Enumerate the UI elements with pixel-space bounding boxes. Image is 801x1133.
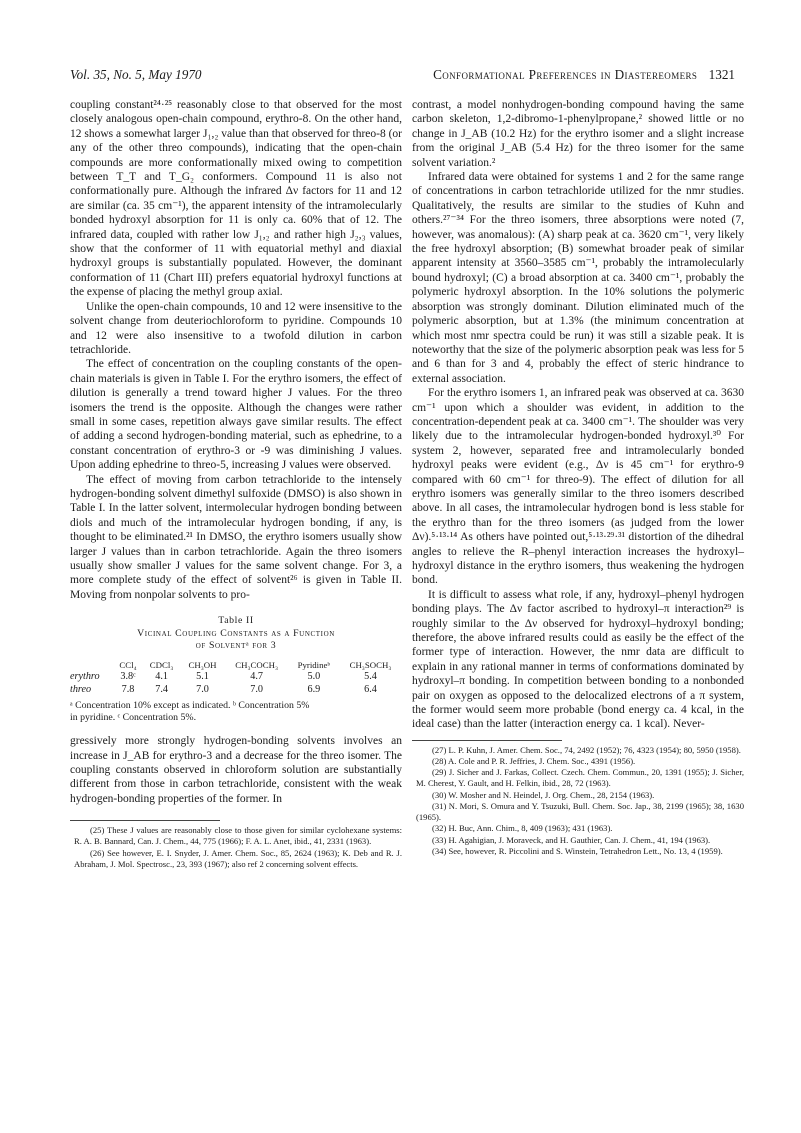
footnote: (28) A. Cole and P. R. Jeffries, J. Chem. Soc., 4391 (1956). — [432, 756, 636, 767]
paragraph: Unlike the open-chain compounds, 10 and 12 were insensitive to the solvent change from deuteriochloroform to pyridine. Compounds 10 and 12 were also insensitive to a twofold dilution in carbon tetrachloride. — [70, 300, 402, 356]
table-caption-line-1: Vicinal Coupling Constants as a Function — [137, 627, 335, 639]
footnote: (32) H. Buc, Ann. Chim., 8, 409 (1963); 431 (1963). — [432, 823, 613, 834]
footnote: (30) W. Mosher and N. Heindel, J. Org. Chem., 28, 2154 (1963). — [432, 789, 655, 800]
footnote-divider — [412, 740, 562, 741]
table-header-cell — [70, 659, 113, 672]
right-column — [412, 98, 744, 857]
table-cell: 5.1 — [196, 671, 209, 683]
table-cell: 7.8 — [121, 683, 135, 695]
running-header — [70, 67, 735, 85]
paragraph: The effect of moving from carbon tetrachloride to the intensely hydrogen-bonding solvent dimethyl sulfoxide (DMSO) is also shown in Table I. In the latter solvent, intermolecular hydrogen bonding between diols and much of the intramolecular hydrogen bonding, if any, is thought to be eliminated.²¹ In DMSO, the erythro isomers usually show larger J values than in carbon tetrachloride. Again the threo isomers usually show smaller J values for the same solvent change. For 3, a more complete study of the effect of solvent²⁶ is given in Table II. Moving from nonpolar solvents to pro- — [70, 473, 402, 601]
header-right — [433, 67, 735, 83]
table-row — [70, 684, 402, 697]
footnote: (25) These J values are reasonably close to those given for similar cyclohexane systems: R. A. B. Bannard, Can. J. Chem., 44, 775 (1966); F. A. L. Anet, ibid., 41, 2331 (1963). — [74, 825, 402, 847]
table-header-cell: CH₃OH — [188, 659, 217, 670]
table-cell: 6.9 — [307, 683, 321, 695]
table-cell: 6.4 — [364, 683, 377, 695]
table-cell: 3.8ᶜ — [120, 671, 136, 683]
footnote-divider — [70, 820, 220, 821]
table-note: in pyridine. ᶜ Concentration 5%. — [70, 712, 197, 724]
paragraph: coupling constant²⁴·²⁵ reasonably close to that observed for the most closely analogous open-chain compound, erythro-8. On the other hand, 12 shows a somewhat larger J₁,₂ value than that observed for threo-8 (or any of the other threo compounds), indicating that the open-chain compounds are more conformationally mixed owing to competition between T_T and T_G₂ conformers. Compound 11 is also not conformationally pure. Although the infrared Δν factors for 11 and 12 are similar (ca. 35 cm⁻¹), the apparent intensity of the intramolecularly bonded hydroxyl absorption for 11 is only ca. 60% that of 12. The infrared data, coupled with rather low J₁,₂ and rather high J₂,₃ values, show that the conformer of 11 with equatorial methyl and diaxial hydroxyl groups is substantially populated. However, the dominant conformation of 11 (Chart III) prefers equatorial hydroxyl functions at the expense of placing the methyl group axial. — [70, 99, 402, 299]
table-cell: 7.0 — [196, 683, 209, 695]
footnote: (29) J. Sicher and J. Farkas, Collect. Czech. Chem. Commun., 20, 1391 (1955); J. Sicher, M. Cherest, Y. Gault, and H. Felkin, ibid., 28, 72 (1963). — [416, 767, 744, 789]
table-ii — [70, 615, 402, 724]
table-title: Table II — [218, 615, 254, 627]
footnote: (31) N. Mori, S. Omura and Y. Tsuzuki, Bull. Chem. Soc. Jap., 38, 2199 (1965); 38, 1630 (1965). — [416, 800, 744, 823]
row-label: erythro — [70, 671, 100, 683]
paragraph: It is difficult to assess what role, if any, hydroxyl–phenyl hydrogen bonding plays. The Δν factor ascribed to hydroxyl–π interaction²⁹ is roughly similar to the Δν observed for hydroxyl–hydroxyl bonding; therefore, the above infrared results could as easily be the effect of the former type of interaction. However, the nmr data are difficult to explain in any rational manner in terms of conformations dominated by hydroxyl–π bonding. In competition between bonding to a nonbonded pair on oxygen as opposed to the delocalized electrons of a π system, the former would seem more probable (bond energy ca. 4 kcal, in the ideal case) than the latter (interaction energy ca. 1 kcal). Never- — [412, 588, 744, 731]
table-header-cell: CH₃COCH₃ — [235, 659, 279, 670]
footnotes — [412, 740, 744, 857]
paragraph: For the erythro isomers 1, an infrared peak was observed at ca. 3630 cm⁻¹ upon which a shoulder was evident, in addition to the concentration-dependent peak at ca. 3400 cm⁻¹. The shoulder was very likely due to the intramolecular hydrogen-bonded hydroxyl.³⁰ For system 2, however, separated free and intramolecularly bonded hydroxyl peaks were evident (e.g., Δν is 45 cm⁻¹ for erythro-9 compared with 60 cm⁻¹ for threo-9). The effect of dilution for all erythro isomers was generally similar to the threo isomers described above. In all cases, the intramolecular hydrogen bond is less stable for the erythro than for the threo isomers (as judged from the lower Δν).⁵·¹³·¹⁴ As others have pointed out,⁵·¹³·²⁹·³¹ distortion of the dihedral angles to relieve the R–phenyl interaction increases the hydroxyl–hydroxyl distance in the erythro isomers, thus weakening the hydrogen bond. — [412, 387, 744, 587]
footnote: (26) See however, E. I. Snyder, J. Amer. Chem. Soc., 85, 2624 (1963); K. Deb and R. J. Abraham, J. Mol. Spectrosc., 23, 393 (1967); also ref 2 concerning solvent effects. — [74, 847, 402, 869]
table-header-cell: CH₃SOCH₃ — [349, 659, 392, 670]
table-caption-line-2: of Solventᵃ for 3 — [195, 640, 277, 652]
table-cell: 7.4 — [155, 683, 168, 695]
paragraph: contrast, a model nonhydrogen-bonding compound having the same carbon skeleton, 1,2-dibromo-1-phenylpropane,² showed little or no change in J_AB (10.2 Hz) for the erythro isomer and a slight increase from the original J_AB (5.4 Hz) for the threo isomer for the same solvent variation.² — [412, 99, 744, 169]
table-header-row — [70, 659, 402, 672]
paragraph: The effect of concentration on the coupling constants of the open-chain materials is given in Table I. For the erythro isomers, the effect of dilution is generally a trend toward higher J values. For the threo isomers the trend is the opposite. Although the changes were rather small in some cases, repetition always gave similar results. The effect of adding a second hydrogen-bonding material, such as ephedrine, to a constant concentration of erythro-3 or -9 was diminishing J values. Upon adding ephedrine to threo-5, increasing J values were observed. — [70, 358, 402, 472]
footnote: (34) See, however, R. Piccolini and S. Winstein, Tetrahedron Lett., No. 13, 4 (1959). — [432, 845, 723, 856]
table-cell: 7.0 — [250, 683, 263, 695]
table-header-cell: Pyridineᵇ — [297, 659, 331, 670]
journal-citation: Vol. 35, No. 5, May 1970 — [70, 67, 202, 82]
footnotes — [70, 820, 402, 870]
table-header-cell: CCl₄ — [119, 659, 137, 670]
table-row — [70, 671, 402, 684]
paragraph: gressively more strongly hydrogen-bonding solvents involves an increase in J_AB for erythro-3 and a decrease for the threo isomer. The coupling constants observed in chloroform solution are substantially different from those in carbon tetrachloride, consistent with the weak hydrogen-bonding properties of the former. In — [70, 735, 402, 805]
table-cell: 4.7 — [250, 671, 263, 683]
left-column — [70, 98, 402, 870]
table-note: ᵃ Concentration 10% except as indicated. ᵇ Concentration 5% — [70, 700, 310, 712]
table-header-cell: CDCl₃ — [149, 659, 174, 670]
table-cell: 5.4 — [364, 671, 377, 683]
page-number: 1321 — [708, 67, 735, 82]
running-title: Conformational Preferences in Diastereomers — [433, 67, 698, 82]
table-cell: 4.1 — [155, 671, 168, 683]
footnote: (33) H. Agahigian, J. Moraveck, and H. Gauthier, Can. J. Chem., 41, 194 (1963). — [432, 834, 711, 845]
footnote: (27) L. P. Kuhn, J. Amer. Chem. Soc., 74, 2492 (1952); 76, 4323 (1954); 80, 5950 (1958). — [432, 744, 741, 755]
table-cell: 5.0 — [307, 671, 321, 683]
coupling-constant-table — [70, 659, 402, 697]
row-label: threo — [70, 683, 92, 695]
paragraph: Infrared data were obtained for systems 1 and 2 for the same range of concentrations in carbon tetrachloride utilized for the nmr studies. Qualitatively, the results are similar to the studies of Kuhn and others.²⁷⁻³⁴ For the threo isomers, three absorptions were noted (7, however, was anomalous): (A) sharp peak at ca. 3620 cm⁻¹, very likely the free hydroxyl absorption; (B) somewhat broader peak of similar apparent intensity at 3560–3585 cm⁻¹, probably the intramolecularly bound hydroxyl; (C) a broad absorption at ca. 3400 cm⁻¹, probably the polymeric hydroxyl absorption. In the 10% solutions the polymeric absorption was strongly dominant. Dilution eliminated much of the polymeric absorption, but at 1.3% (the minimum concentration at which most nmr spectra could be run) it was still a sizable peak. It is noteworthy that the size of the polymeric absorption peak was less for 5 and 6 than for 3 and 4, probably the effect of steric hindrance to external association. — [412, 171, 744, 385]
